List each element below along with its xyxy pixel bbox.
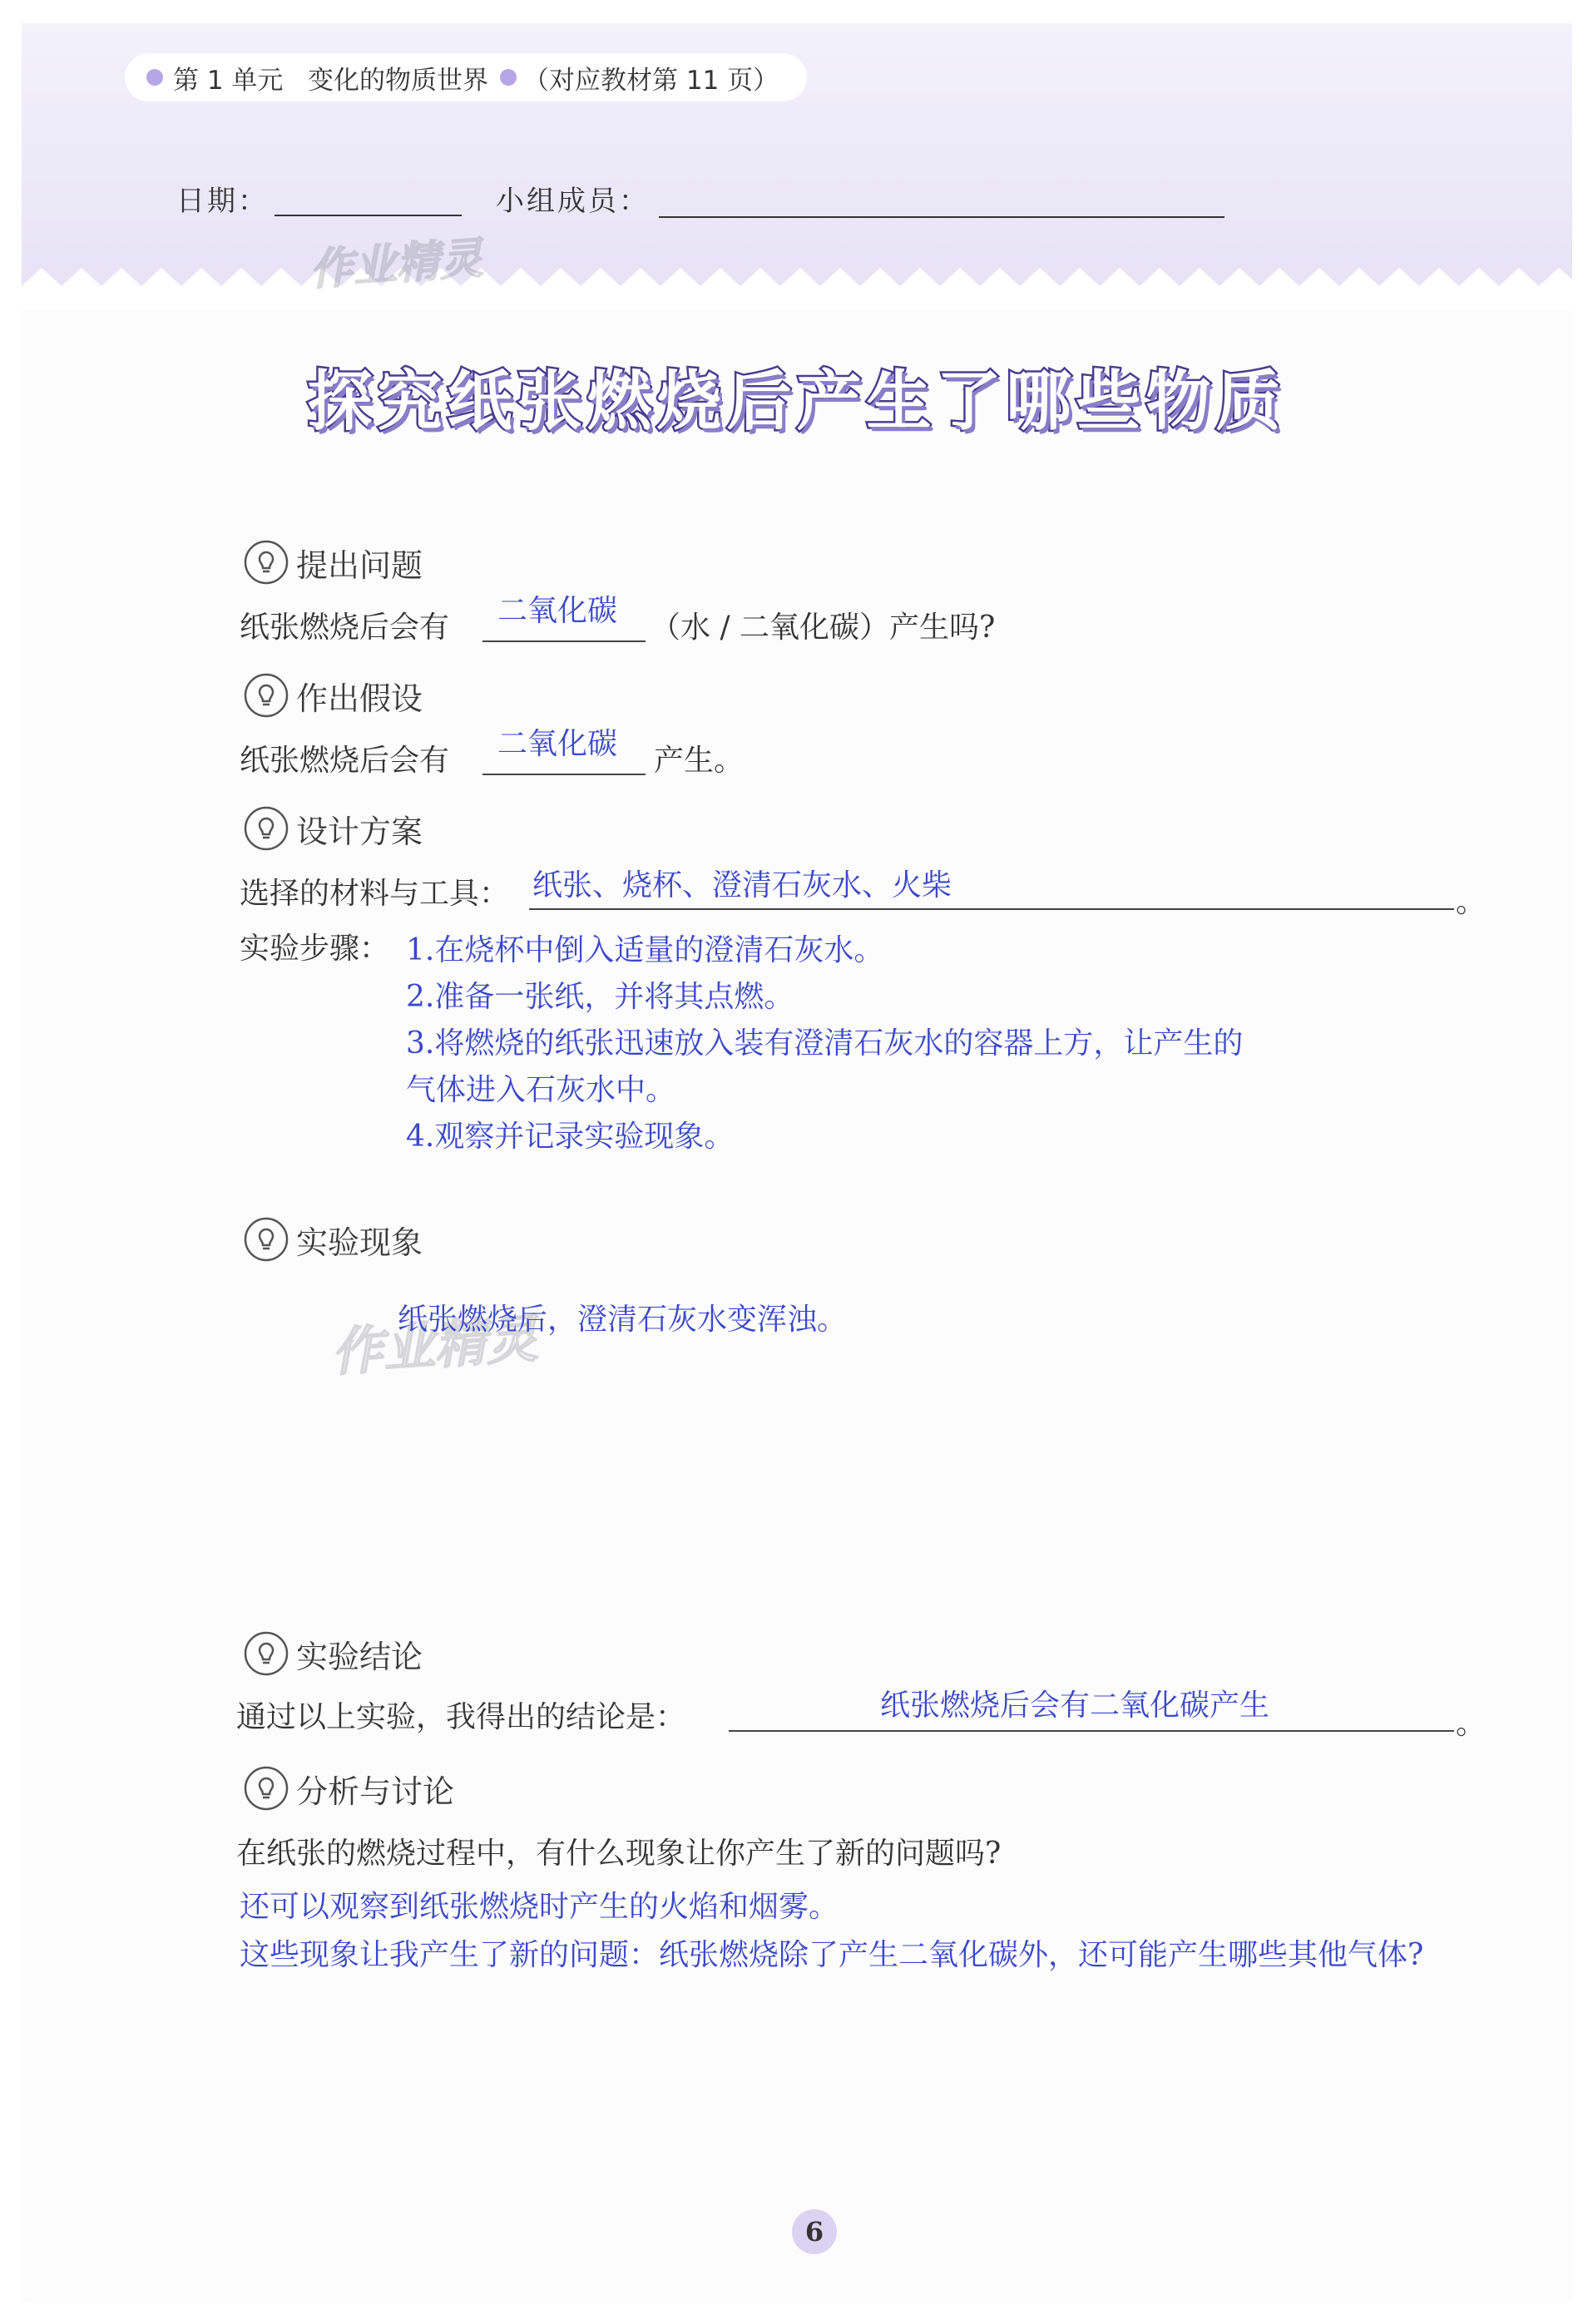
materials-answer: 纸张、烧杯、澄清石灰水、火柴 xyxy=(532,868,952,902)
lightbulb-icon xyxy=(243,1765,289,1812)
step-line: 1.在烧杯中倒入适量的澄清石灰水。 xyxy=(406,933,884,967)
materials-blank xyxy=(529,908,1454,910)
header-zigzag-edge xyxy=(22,263,1572,309)
step-line: 气体进入石灰水中。 xyxy=(406,1073,676,1107)
conclusion-blank xyxy=(729,1730,1454,1732)
unit-title: 变化的物质世界 xyxy=(308,65,488,96)
discussion-answer-line: 还可以观察到纸张燃烧时产生的火焰和烟雾。 xyxy=(240,1890,839,1924)
section-discussion-heading: 分析与讨论 xyxy=(243,1765,454,1812)
page-number: 6 xyxy=(792,2209,837,2254)
watermark: 作业精灵 xyxy=(329,1308,540,1383)
lightbulb-icon xyxy=(243,1630,289,1677)
bullet-dot-icon xyxy=(500,69,517,86)
discussion-answer-line: 这些现象让我产生了新的问题：纸张燃烧除了产生二氧化碳外，还可能产生哪些其他气体? xyxy=(240,1938,1424,1972)
conclusion-answer: 纸张燃烧后会有二氧化碳产生 xyxy=(880,1689,1270,1723)
bullet-dot-icon xyxy=(146,69,163,86)
unit-banner xyxy=(125,53,807,101)
hypothesis-answer-blank xyxy=(482,774,646,775)
materials-label: 选择的材料与工具： xyxy=(240,877,510,911)
hypothesis-suffix: 产生。 xyxy=(654,744,745,778)
lightbulb-icon xyxy=(243,805,289,852)
lightbulb-icon xyxy=(243,539,289,586)
lightbulb-icon xyxy=(243,672,289,719)
date-label: 日期： xyxy=(176,185,269,218)
section-conclusion-heading: 实验结论 xyxy=(243,1630,423,1677)
phenomenon-answer: 纸张燃烧后，澄清石灰水变浑浊。 xyxy=(398,1303,848,1337)
group-members-label: 小组成员： xyxy=(496,185,650,218)
discussion-question: 在纸张的燃烧过程中，有什么现象让你产生了新的问题吗? xyxy=(236,1837,1002,1871)
section-hypothesis-heading: 作出假设 xyxy=(243,672,423,719)
question-suffix: （水 / 二氧化碳）产生吗? xyxy=(651,611,996,645)
steps-label: 实验步骤： xyxy=(240,932,390,966)
textbook-reference: （对应教材第 11 页） xyxy=(523,65,779,96)
step-line: 2.准备一张纸，并将其点燃。 xyxy=(406,980,794,1014)
section-question-heading: 提出问题 xyxy=(243,539,423,586)
step-line: 4.观察并记录实验现象。 xyxy=(406,1120,735,1154)
hypothesis-prefix: 纸张燃烧后会有 xyxy=(240,744,450,778)
date-blank xyxy=(275,215,462,216)
question-prefix: 纸张燃烧后会有 xyxy=(240,611,450,645)
question-answer: 二氧化碳 xyxy=(497,594,618,628)
materials-period: 。 xyxy=(1456,885,1487,919)
section-phenomenon-heading: 实验现象 xyxy=(243,1216,423,1263)
watermark: 作业精灵 xyxy=(308,233,485,296)
unit-number: 第 1 单元 xyxy=(173,65,284,96)
conclusion-period: 。 xyxy=(1456,1707,1487,1741)
group-members-blank xyxy=(659,216,1224,218)
page-title: 探究纸张燃烧后产生了哪些物质 xyxy=(307,364,1286,439)
question-answer-blank xyxy=(482,640,646,642)
conclusion-prefix: 通过以上实验，我得出的结论是： xyxy=(236,1700,686,1734)
lightbulb-icon xyxy=(243,1216,289,1263)
hypothesis-answer: 二氧化碳 xyxy=(497,727,618,761)
section-design-heading: 设计方案 xyxy=(243,805,423,852)
step-line: 3.将燃烧的纸张迅速放入装有澄清石灰水的容器上方，让产生的 xyxy=(406,1026,1244,1061)
